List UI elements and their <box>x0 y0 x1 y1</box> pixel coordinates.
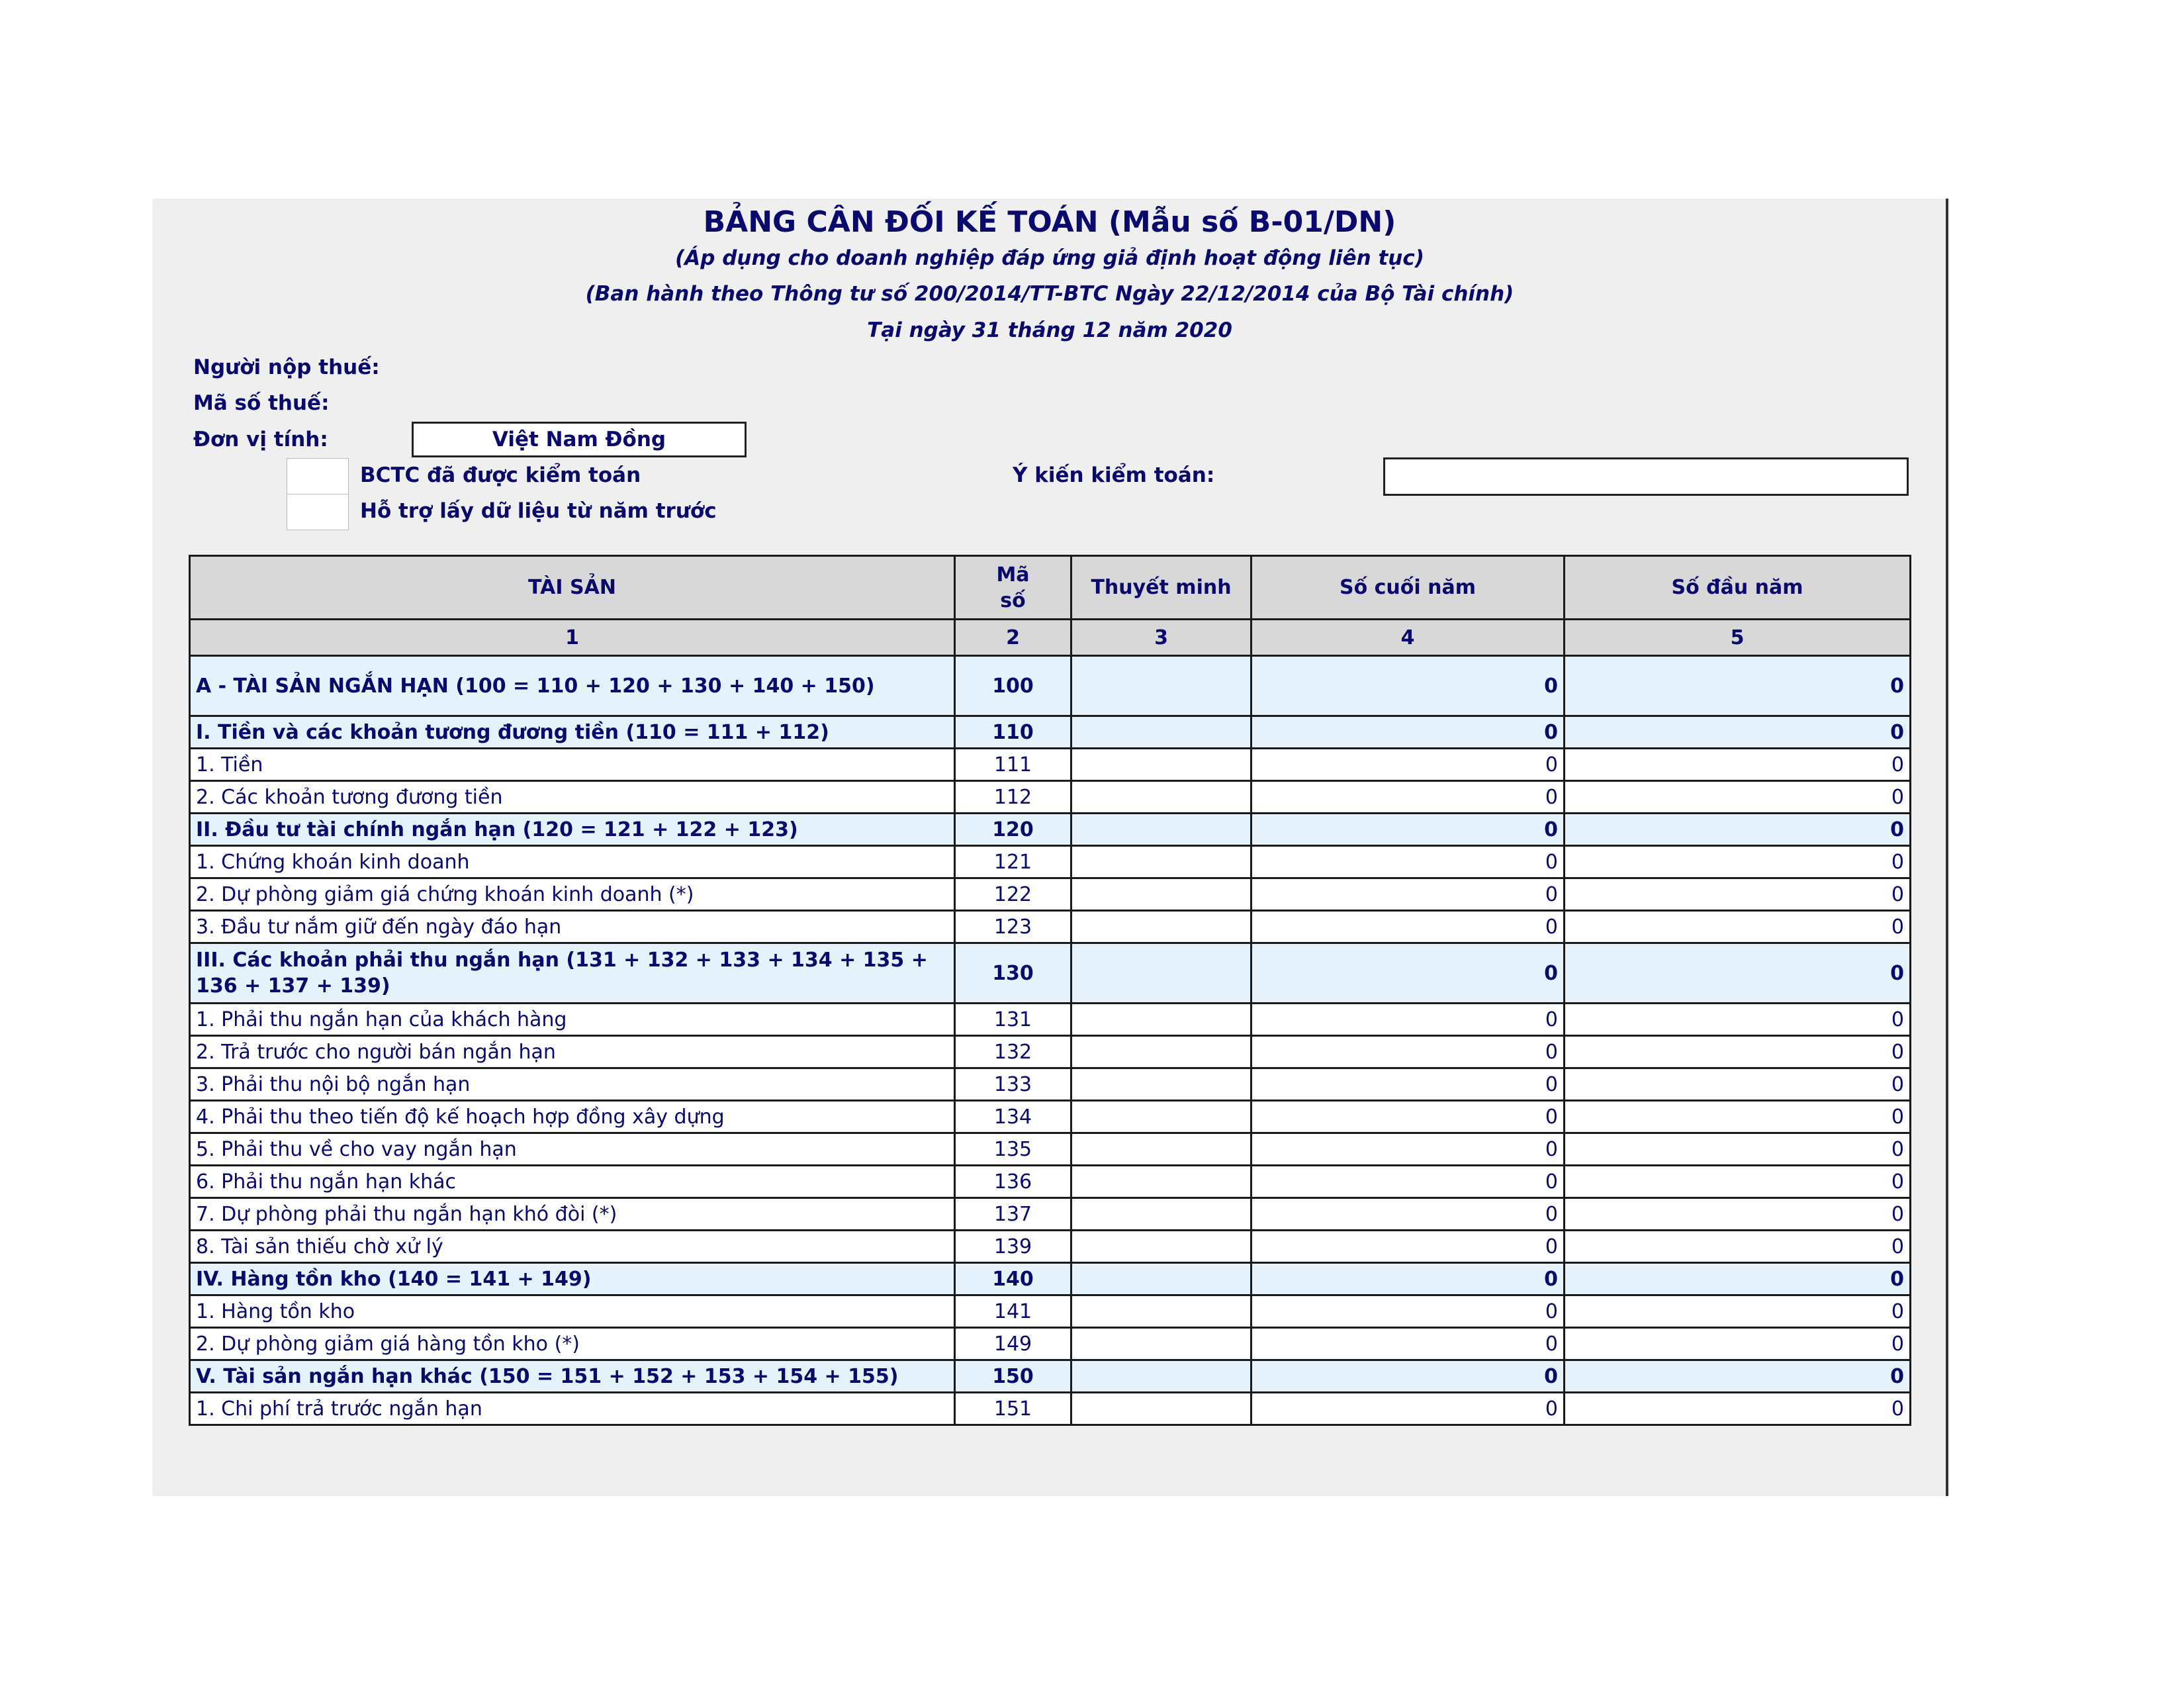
end-of-year-value[interactable]: 0 <box>1251 1133 1565 1166</box>
row-label: A - TÀI SẢN NGẮN HẠN (100 = 110 + 120 + 130 + 140 + 150) <box>190 656 955 716</box>
end-of-year-value[interactable]: 0 <box>1251 1328 1565 1360</box>
balance-sheet-table <box>189 555 1911 1426</box>
row-note-cell[interactable] <box>1071 1295 1251 1328</box>
row-label: 3. Phải thu nội bộ ngắn hạn <box>190 1068 955 1101</box>
form-subtitle-regulation: (Ban hành theo Thông tư số 200/2014/TT-BTC Ngày 22/12/2014 của Bộ Tài chính) <box>585 282 1514 306</box>
table-row <box>190 1393 1911 1425</box>
table-row <box>190 1198 1911 1231</box>
row-note-cell[interactable] <box>1071 1198 1251 1231</box>
table-row <box>190 749 1911 781</box>
form-title: BẢNG CÂN ĐỐI KẾ TOÁN (Mẫu số B-01/DN) <box>703 205 1396 239</box>
end-of-year-value[interactable]: 0 <box>1251 1231 1565 1263</box>
beginning-of-year-value[interactable]: 0 <box>1565 1068 1911 1101</box>
header-code: Mã số <box>955 556 1071 620</box>
beginning-of-year-value[interactable]: 0 <box>1565 656 1911 716</box>
row-code: 141 <box>955 1295 1071 1328</box>
row-label: 8. Tài sản thiếu chờ xử lý <box>190 1231 955 1263</box>
row-label: 1. Tiền <box>190 749 955 781</box>
row-label: 1. Chứng khoán kinh doanh <box>190 846 955 878</box>
table-section-row <box>190 716 1911 749</box>
row-note-cell[interactable] <box>1071 943 1251 1004</box>
column-number-row <box>190 620 1911 656</box>
row-label: I. Tiền và các khoản tương đương tiền (110 = 111 + 112) <box>190 716 955 749</box>
beginning-of-year-value[interactable]: 0 <box>1565 749 1911 781</box>
beginning-of-year-value[interactable]: 0 <box>1565 1036 1911 1068</box>
table-section-row <box>190 1360 1911 1393</box>
row-note-cell[interactable] <box>1071 716 1251 749</box>
report-date: Tại ngày 31 tháng 12 năm 2020 <box>867 318 1232 342</box>
row-label: 1. Chi phí trả trước ngắn hạn <box>190 1393 955 1425</box>
end-of-year-value[interactable]: 0 <box>1251 1036 1565 1068</box>
end-of-year-value[interactable]: 0 <box>1251 749 1565 781</box>
row-code: 110 <box>955 716 1071 749</box>
beginning-of-year-value[interactable]: 0 <box>1565 943 1911 1004</box>
audited-label: BCTC đã được kiểm toán <box>360 463 641 487</box>
table-row <box>190 1004 1911 1036</box>
row-note-cell[interactable] <box>1071 1133 1251 1166</box>
table-row <box>190 1328 1911 1360</box>
row-label: 2. Dự phòng giảm giá chứng khoán kinh doanh (*) <box>190 878 955 911</box>
table-row <box>190 1036 1911 1068</box>
beginning-of-year-value[interactable]: 0 <box>1565 846 1911 878</box>
end-of-year-value[interactable]: 0 <box>1251 1360 1565 1393</box>
table-row <box>190 1231 1911 1263</box>
row-label: 4. Phải thu theo tiến độ kế hoạch hợp đồng xây dựng <box>190 1101 955 1133</box>
prior-year-data-checkbox[interactable] <box>287 494 349 530</box>
table-row <box>190 878 1911 911</box>
header-note: Thuyết minh <box>1071 556 1251 620</box>
row-note-cell[interactable] <box>1071 1036 1251 1068</box>
col-number: 4 <box>1251 620 1565 656</box>
sheet-edge-divider <box>1946 199 1948 1496</box>
row-code: 123 <box>955 911 1071 943</box>
row-code: 112 <box>955 781 1071 814</box>
row-code: 121 <box>955 846 1071 878</box>
row-label: 6. Phải thu ngắn hạn khác <box>190 1166 955 1198</box>
end-of-year-value[interactable]: 0 <box>1251 1263 1565 1295</box>
row-code: 151 <box>955 1393 1071 1425</box>
tax-code-label: Mã số thuế: <box>193 391 330 415</box>
end-of-year-value[interactable]: 0 <box>1251 814 1565 846</box>
beginning-of-year-value[interactable]: 0 <box>1565 814 1911 846</box>
taxpayer-label: Người nộp thuế: <box>193 355 380 379</box>
row-note-cell[interactable] <box>1071 749 1251 781</box>
unit-label: Đơn vị tính: <box>193 428 328 451</box>
beginning-of-year-value[interactable]: 0 <box>1565 1133 1911 1166</box>
beginning-of-year-value[interactable]: 0 <box>1565 1004 1911 1036</box>
prior-year-data-label: Hỗ trợ lấy dữ liệu từ năm trước <box>360 499 717 523</box>
row-note-cell[interactable] <box>1071 878 1251 911</box>
row-code: 131 <box>955 1004 1071 1036</box>
form-subtitle-applicability: (Áp dụng cho doanh nghiệp đáp ứng giả định hoạt động liên tục) <box>675 246 1424 270</box>
row-label: IV. Hàng tồn kho (140 = 141 + 149) <box>190 1263 955 1295</box>
row-code: 136 <box>955 1166 1071 1198</box>
row-code: 133 <box>955 1068 1071 1101</box>
end-of-year-value[interactable]: 0 <box>1251 1004 1565 1036</box>
end-of-year-value[interactable]: 0 <box>1251 656 1565 716</box>
table-row <box>190 846 1911 878</box>
row-label: 2. Trả trước cho người bán ngắn hạn <box>190 1036 955 1068</box>
row-note-cell[interactable] <box>1071 1328 1251 1360</box>
beginning-of-year-value[interactable]: 0 <box>1565 1328 1911 1360</box>
row-code: 137 <box>955 1198 1071 1231</box>
table-row <box>190 1133 1911 1166</box>
row-code: 140 <box>955 1263 1071 1295</box>
table-row <box>190 1295 1911 1328</box>
beginning-of-year-value[interactable]: 0 <box>1565 911 1911 943</box>
row-note-cell[interactable] <box>1071 1004 1251 1036</box>
audit-opinion-field[interactable] <box>1383 457 1909 496</box>
row-label: III. Các khoản phải thu ngắn hạn (131 + 132 + 133 + 134 + 135 + 136 + 137 + 139) <box>190 943 955 1004</box>
end-of-year-value[interactable]: 0 <box>1251 943 1565 1004</box>
end-of-year-value[interactable]: 0 <box>1251 716 1565 749</box>
row-note-cell[interactable] <box>1071 1231 1251 1263</box>
table-row <box>190 1068 1911 1101</box>
beginning-of-year-value[interactable]: 0 <box>1565 781 1911 814</box>
end-of-year-value[interactable]: 0 <box>1251 1198 1565 1231</box>
row-label: 1. Phải thu ngắn hạn của khách hàng <box>190 1004 955 1036</box>
table-section-row <box>190 814 1911 846</box>
row-note-cell[interactable] <box>1071 1068 1251 1101</box>
beginning-of-year-value[interactable]: 0 <box>1565 1198 1911 1231</box>
beginning-of-year-value[interactable]: 0 <box>1565 716 1911 749</box>
row-code: 139 <box>955 1231 1071 1263</box>
end-of-year-value[interactable]: 0 <box>1251 1393 1565 1425</box>
row-code: 150 <box>955 1360 1071 1393</box>
row-code: 122 <box>955 878 1071 911</box>
row-label: 2. Dự phòng giảm giá hàng tồn kho (*) <box>190 1328 955 1360</box>
row-label: 2. Các khoản tương đương tiền <box>190 781 955 814</box>
row-label: 5. Phải thu về cho vay ngắn hạn <box>190 1133 955 1166</box>
row-code: 149 <box>955 1328 1071 1360</box>
row-note-cell[interactable] <box>1071 846 1251 878</box>
row-note-cell[interactable] <box>1071 1101 1251 1133</box>
row-code: 135 <box>955 1133 1071 1166</box>
table-section-row <box>190 656 1911 716</box>
audit-opinion-label: Ý kiến kiểm toán: <box>1013 463 1215 487</box>
row-note-cell[interactable] <box>1071 911 1251 943</box>
col-number: 5 <box>1565 620 1911 656</box>
row-label: 3. Đầu tư nắm giữ đến ngày đáo hạn <box>190 911 955 943</box>
row-note-cell[interactable] <box>1071 814 1251 846</box>
col-number: 2 <box>955 620 1071 656</box>
table-row <box>190 1166 1911 1198</box>
unit-select[interactable]: Việt Nam Đồng <box>412 422 747 457</box>
table-row <box>190 781 1911 814</box>
row-code: 134 <box>955 1101 1071 1133</box>
row-code: 111 <box>955 749 1071 781</box>
row-code: 130 <box>955 943 1071 1004</box>
audited-checkbox[interactable] <box>287 458 349 494</box>
end-of-year-value[interactable]: 0 <box>1251 781 1565 814</box>
header-beginning-of-year: Số đầu năm <box>1565 556 1911 620</box>
table-section-row <box>190 943 1911 1004</box>
end-of-year-value[interactable]: 0 <box>1251 1295 1565 1328</box>
table-row <box>190 1101 1911 1133</box>
row-note-cell[interactable] <box>1071 1360 1251 1393</box>
header-assets: TÀI SẢN <box>190 556 955 620</box>
row-note-cell[interactable] <box>1071 1166 1251 1198</box>
end-of-year-value[interactable]: 0 <box>1251 846 1565 878</box>
beginning-of-year-value[interactable]: 0 <box>1565 1295 1911 1328</box>
row-note-cell[interactable] <box>1071 1393 1251 1425</box>
end-of-year-value[interactable]: 0 <box>1251 1068 1565 1101</box>
header-end-of-year: Số cuối năm <box>1251 556 1565 620</box>
end-of-year-value[interactable]: 0 <box>1251 911 1565 943</box>
beginning-of-year-value[interactable]: 0 <box>1565 1360 1911 1393</box>
table-header-row <box>190 556 1911 620</box>
beginning-of-year-value[interactable]: 0 <box>1565 1263 1911 1295</box>
row-label: V. Tài sản ngắn hạn khác (150 = 151 + 152 + 153 + 154 + 155) <box>190 1360 955 1393</box>
beginning-of-year-value[interactable]: 0 <box>1565 1231 1911 1263</box>
table-section-row <box>190 1263 1911 1295</box>
row-note-cell[interactable] <box>1071 781 1251 814</box>
end-of-year-value[interactable]: 0 <box>1251 1166 1565 1198</box>
row-label: 7. Dự phòng phải thu ngắn hạn khó đòi (*) <box>190 1198 955 1231</box>
beginning-of-year-value[interactable]: 0 <box>1565 1393 1911 1425</box>
row-code: 100 <box>955 656 1071 716</box>
col-number: 3 <box>1071 620 1251 656</box>
table-row <box>190 911 1911 943</box>
beginning-of-year-value[interactable]: 0 <box>1565 1101 1911 1133</box>
beginning-of-year-value[interactable]: 0 <box>1565 878 1911 911</box>
row-code: 132 <box>955 1036 1071 1068</box>
row-note-cell[interactable] <box>1071 656 1251 716</box>
row-note-cell[interactable] <box>1071 1263 1251 1295</box>
end-of-year-value[interactable]: 0 <box>1251 1101 1565 1133</box>
row-label: 1. Hàng tồn kho <box>190 1295 955 1328</box>
end-of-year-value[interactable]: 0 <box>1251 878 1565 911</box>
col-number: 1 <box>190 620 955 656</box>
beginning-of-year-value[interactable]: 0 <box>1565 1166 1911 1198</box>
row-code: 120 <box>955 814 1071 846</box>
row-label: II. Đầu tư tài chính ngắn hạn (120 = 121 + 122 + 123) <box>190 814 955 846</box>
